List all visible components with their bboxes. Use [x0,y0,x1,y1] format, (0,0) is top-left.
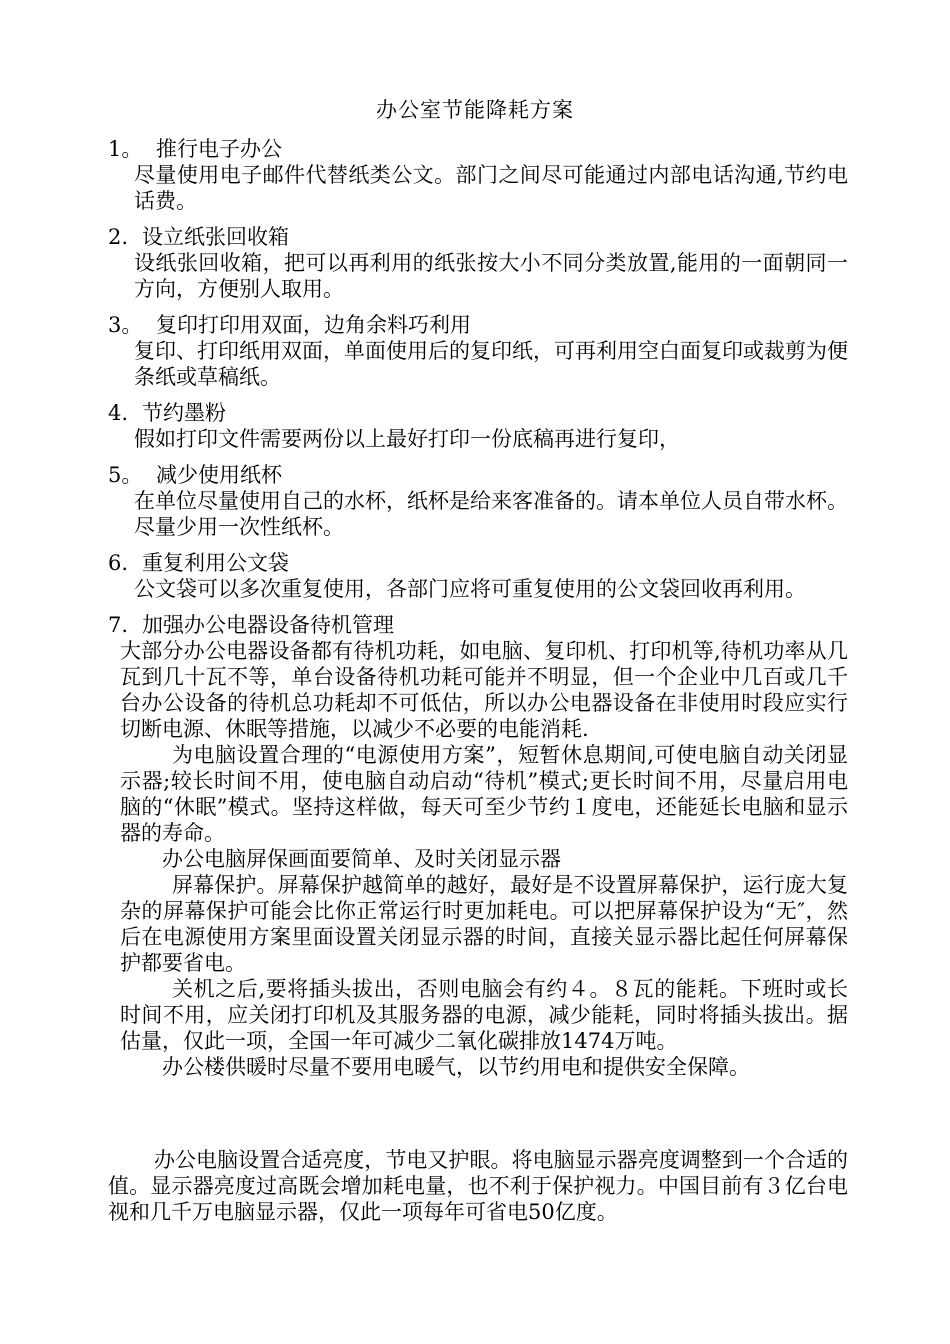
section-heading-text: 推行电子办公 [156,137,282,161]
section-body: 假如打印文件需要两份以上最好打印一份底稿再进行复印， [134,427,680,451]
section-number: 7. [108,613,129,637]
document-title: 办公室节能降耗方案 [376,98,574,122]
section-3 [108,312,848,390]
section-heading [108,400,848,426]
section-body [120,638,848,1080]
section-heading-text: 加强办公电器设备待机管理 [142,613,394,637]
paragraph-screensaver-heading: 办公电脑屏保画面要简单、及时关闭显示器 [162,847,561,871]
section-body: 在单位尽量使用自己的水杯，纸杯是给来客准备的。请本单位人员自带水杯。尽量少用一次性纸杯。 [134,489,848,539]
section-6 [108,550,848,602]
section-heading-text: 复印打印用双面，边角余料巧利用 [156,313,471,337]
section-4 [108,400,848,452]
paragraph-screensaver: 屏幕保护。屏幕保护越简单的越好，最好是不设置屏幕保护，运行庞大复杂的屏幕保护可能会比你正常运行时更加耗电。可以把屏幕保护设为“无″，然后在电源使用方案里面设置关闭显示器的时间，直接关显示器比起任何屏幕保护都要省电。 [120,873,848,975]
paragraph-unplug: 关机之后,要将插头拔出，否则电脑会有约４。８瓦的能耗。下班时或长时间不用，应关闭打印机及其服务器的电源，减少能耗，同时将插头拔出。据估量，仅此一项，全国一年可减少二氧化碳排放1474万吨。 [120,977,848,1053]
paragraph-heating: 办公楼供暖时尽量不要用电暖气，以节约用电和提供安全保障。 [162,1055,750,1079]
section-heading [108,612,848,638]
section-2 [108,224,848,302]
section-heading-text: 设立纸张回收箱 [142,225,289,249]
section-heading [108,462,848,488]
section-1 [108,136,848,214]
closing-block [108,1147,848,1225]
section-body: 公文袋可以多次重复使用，各部门应将可重复使用的公文袋回收再利用。 [134,577,806,601]
paragraph-standby-power: 大部分办公电器设备都有待机功耗，如电脑、复印机、打印机等,待机功率从几瓦到几十瓦不等，单台设备待机功耗可能并不明显，但一个企业中几百或几千台办公设备的待机总功耗却不可低估，所以办公电器设备在非使用时段应实行切断电源、休眠等措施，以减少不必要的电能消耗. [120,639,848,741]
section-number: 4. [108,401,129,425]
section-number: 5。 [108,463,143,487]
section-7 [108,612,848,1080]
section-heading-text: 减少使用纸杯 [156,463,282,487]
section-number: 3。 [108,313,143,337]
section-heading-text: 重复利用公文袋 [142,551,289,575]
section-body: 设纸张回收箱，把可以再利用的纸张按大小不同分类放置,能用的一面朝同一方向，方便别人取用。 [134,251,848,301]
section-number: 6. [108,551,129,575]
section-heading [108,136,848,162]
section-number: 2. [108,225,129,249]
section-5 [108,462,848,540]
section-body: 复印、打印纸用双面，单面使用后的复印纸，可再利用空白面复印或裁剪为便条纸或草稿纸。 [134,339,848,389]
section-heading-text: 节约墨粉 [142,401,226,425]
document-content [108,136,848,1090]
section-number: 1。 [108,137,143,161]
section-heading [108,312,848,338]
section-heading [108,550,848,576]
section-heading [108,224,848,250]
paragraph-power-plan: 为电脑设置合理的“电源使用方案”，短暂休息期间,可使电脑自动关闭显示器;较长时间不用，使电脑自动启动“待机”模式;更长时间不用，尽量启用电脑的“休眠”模式。坚持这样做，每天可至少节约１度电，还能延长电脑和显示器的寿命。 [120,743,848,845]
section-body: 尽量使用电子邮件代替纸类公文。部门之间尽可能通过内部电话沟通,节约电话费。 [134,163,848,213]
paragraph-brightness: 办公电脑设置合适亮度，节电又护眼。将电脑显示器亮度调整到一个合适的值。显示器亮度过高既会增加耗电量，也不利于保护视力。中国目前有３亿台电视和几千万电脑显示器，仅此一项每年可省电50亿度。 [108,1148,848,1224]
